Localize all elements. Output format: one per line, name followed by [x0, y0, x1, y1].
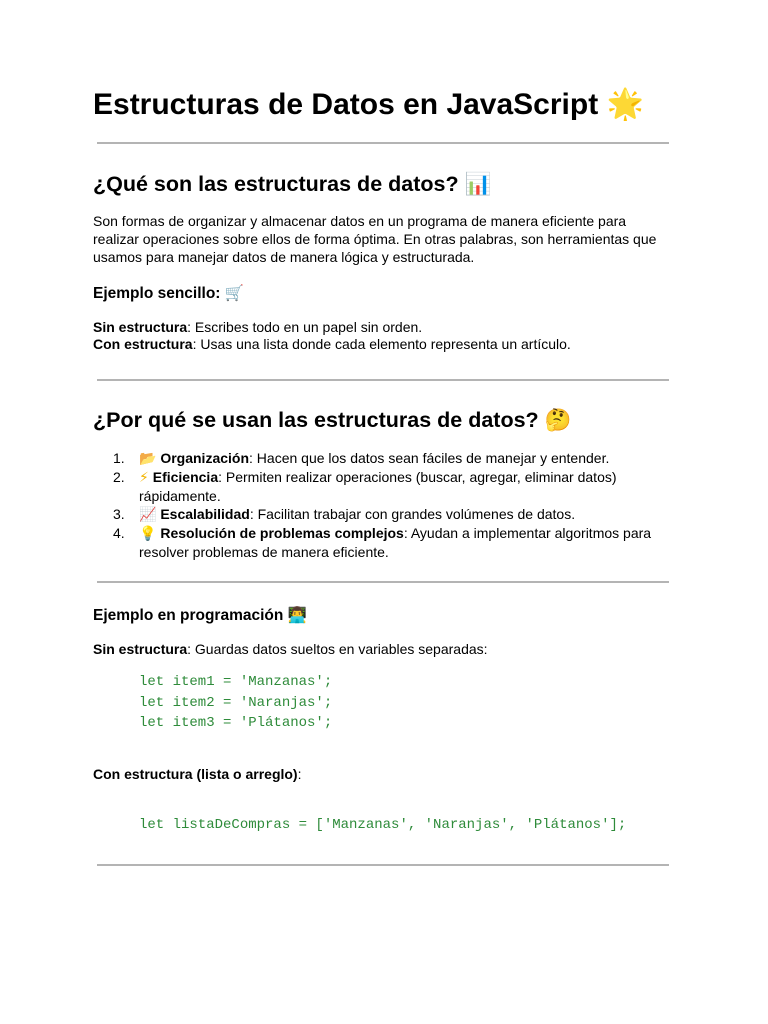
with-structure-label: Con estructura — [93, 336, 193, 352]
section-heading-what-text: ¿Qué son las estructuras de datos? — [93, 172, 459, 196]
programming-example-heading — [93, 605, 307, 626]
page-title — [93, 86, 644, 124]
bar-chart-icon: 📊 — [464, 172, 492, 197]
code-line: let item1 = 'Manzanas'; — [139, 674, 333, 690]
code-line: let item2 = 'Naranjas'; — [139, 694, 333, 711]
list-item — [93, 449, 671, 468]
divider — [97, 379, 669, 381]
list-item-number: 1. — [113, 450, 125, 466]
list-item-label: Resolución de problemas complejos — [160, 525, 404, 541]
section-heading-why-text: ¿Por qué se usan las estructuras de datos? — [93, 408, 539, 432]
code-line: let item3 = 'Plátanos'; — [139, 715, 333, 731]
without-structure-code-label: Sin estructura — [93, 641, 188, 657]
section-heading-what — [93, 170, 491, 199]
without-structure-text: : Escribes todo en un papel sin orden. — [187, 319, 423, 335]
section-heading-why — [93, 406, 571, 435]
with-structure-code-label: Con estructura (lista o arreglo) — [93, 766, 298, 782]
code-line: let listaDeCompras = ['Manzanas', 'Naranjas', 'Plátanos']; — [139, 817, 627, 833]
without-structure-label: Sin estructura — [93, 319, 188, 335]
list-item-label: Organización — [160, 450, 250, 466]
without-structure-code-line — [93, 640, 488, 658]
divider — [97, 581, 669, 583]
list-item-text: : Permiten realizar operaciones (buscar, agregar, eliminar datos) rápidamente. — [139, 469, 617, 504]
list-item-text: : Hacen que los datos sean fáciles de manejar y entender. — [249, 450, 610, 466]
list-item — [93, 524, 671, 561]
definition-paragraph: Son formas de organizar y almacenar datos en un programa de manera eficiente para realizar operaciones sobre ellos de forma óptima. En otras palabras, son herramientas que usamos para manejar datos de manera lógica y estructurada. — [93, 213, 657, 265]
lightning-icon: ⚡ — [139, 470, 149, 486]
list-item-number: 3. — [113, 506, 125, 522]
reasons-list — [93, 449, 671, 561]
glowing-star-icon: 🌟 — [606, 87, 644, 122]
with-structure-code-text: : — [297, 766, 302, 782]
with-structure-code-line — [93, 765, 301, 783]
list-item-number: 2. — [113, 469, 125, 485]
list-item-label: Escalabilidad — [160, 506, 250, 522]
technologist-icon: 👨‍💻 — [287, 606, 307, 624]
thinking-face-icon: 🤔 — [544, 408, 572, 433]
without-structure-code-text: : Guardas datos sueltos en variables separadas: — [187, 641, 488, 657]
code-block-array — [139, 815, 626, 836]
simple-example-heading-text: Ejemplo sencillo: — [93, 285, 221, 302]
list-item — [93, 505, 671, 524]
light-bulb-icon: 💡 — [139, 526, 157, 542]
list-item-text: : Ayudan a implementar algoritmos para resolver problemas de manera eficiente. — [139, 525, 652, 560]
list-item — [93, 468, 671, 505]
open-folder-icon: 📂 — [139, 451, 157, 467]
simple-example-heading — [93, 283, 244, 304]
divider — [97, 864, 669, 866]
without-structure-line — [93, 318, 422, 336]
programming-example-heading-text: Ejemplo en programación — [93, 607, 284, 624]
list-item-label: Eficiencia — [152, 469, 219, 485]
with-structure-line — [93, 335, 571, 353]
shopping-cart-icon: 🛒 — [224, 284, 245, 302]
list-item-number: 4. — [113, 525, 125, 541]
list-item-text: : Facilitan trabajar con grandes volúmenes de datos. — [249, 506, 576, 522]
code-block-variables — [139, 672, 332, 734]
with-structure-text: : Usas una lista donde cada elemento representa un artículo. — [192, 336, 571, 352]
chart-increasing-icon: 📈 — [139, 507, 157, 523]
page-title-text: Estructuras de Datos en JavaScript — [93, 88, 599, 121]
divider — [97, 142, 669, 144]
